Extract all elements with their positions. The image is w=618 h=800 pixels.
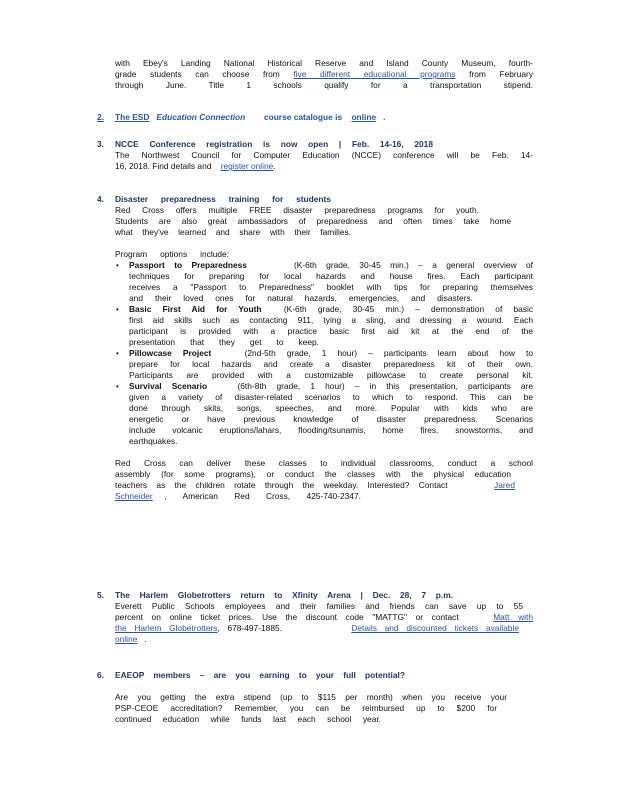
option-passport: • Passport to Preparedness (K-6th grade, 30-45 min.) – a general overview of techniques for preparing for local hazards and house fires. Each participant receives a "Passport to Preparedness" booklet with tips for preparing themselves and their loved ones for natural hazards, emergencies, and disasters. bbox=[116, 260, 534, 303]
item-3-number: 3. bbox=[97, 139, 104, 149]
option-pillowcase: • Pillowcase Project (2nd-5th grade, 1 hour) – participants learn about how to prepare for local hazards and create a disaster preparedness kit of their own. Participants are provided with a customizable pillowcase to create personal kit. bbox=[116, 348, 533, 380]
item-3-title: NCCE Conference registration is now open | Feb. 14-16, 2018 bbox=[115, 139, 433, 149]
item-6-line-1: Are you getting the extra stipend (up to $115 per month) when you receive your bbox=[115, 692, 507, 702]
item-2-text: The ESD Education Connection course catalogue is online . bbox=[115, 112, 386, 122]
harlem-globetrotters-link[interactable]: the Harlem Globetrotters bbox=[115, 623, 218, 633]
bullet-icon: • bbox=[116, 261, 119, 270]
intro-line-3: through June. Title 1 schools qualify for a transportation stipend. bbox=[115, 80, 533, 90]
program-options-list bbox=[115, 260, 533, 447]
item-4-p2-line-1: Red Cross can deliver these classes to individual classrooms, conduct a school bbox=[115, 458, 533, 468]
contact-matt-link[interactable]: Matt with bbox=[493, 612, 533, 622]
item-3 bbox=[115, 139, 533, 172]
item-4-p1-line-2: Students are also great ambassadors of preparedness and often times take home bbox=[115, 216, 511, 226]
item-4-p1-line-1: Red Cross offers multiple FREE disaster preparedness programs for youth. bbox=[115, 205, 479, 215]
item-6-title: EAEOP members – are you earning to your full potential? bbox=[115, 670, 405, 680]
tickets-details-link[interactable]: Details and discounted tickets available bbox=[351, 623, 519, 633]
option-first-aid: • Basic First Aid for Youth (K-6th grade, 30-45 min.) – demonstration of basic first aid skills such as contacting 911, tying a sling, and dressing a wound. Each participant is provided with a practice basic first aid kit at the end of the presentation that they get to keep. bbox=[116, 304, 534, 347]
option-survival-scenario: • Survival Scenario (6th-8th grade, 1 hour) – in this presentation, participants are given a variety of disaster-related scenarios to which to respond. This can be done through skits, songs, speeches, and more. Popular with kids who are energetic or have previous knowledge of disaster preparedness. Scenarios include volcanic eruptions/lahars, flooding/tsunamis, home fires, snowstorms, and earthquakes. bbox=[116, 381, 534, 446]
program-options-label: Program options include: bbox=[115, 249, 229, 259]
item-3-line-2: 16, 2018. Find details and register online. bbox=[115, 161, 276, 171]
item-6-line-2: PSP-CEOE accreditation? Remember, you can be reimbursed up to $200 for bbox=[115, 703, 497, 713]
tickets-online-link[interactable]: online bbox=[115, 634, 138, 644]
bullet-icon: • bbox=[116, 382, 119, 391]
catalogue-online-link[interactable]: online bbox=[351, 112, 377, 122]
intro-paragraph bbox=[115, 58, 533, 91]
item-5-line-2: percent on online ticket prices. Use the discount code "MATTG" or contact Matt with bbox=[115, 612, 533, 622]
item-5-number: 5. bbox=[97, 590, 104, 600]
item-4-number: 4. bbox=[97, 194, 104, 204]
item-4-p1-line-3: what they've learned and share with their families. bbox=[115, 227, 351, 237]
item-5-line-3: the Harlem Globetrotters, 678-497-1885. Details and discounted tickets available bbox=[115, 623, 519, 633]
item-6 bbox=[115, 670, 533, 725]
item-5-title: The Harlem Globetrotters return to Xfinity Arena | Dec. 28, 7 p.m. bbox=[115, 590, 453, 600]
item-4-p2-line-3: teachers as the children rotate through the weekday. Interested? Contact Jared bbox=[115, 480, 515, 490]
bullet-icon: • bbox=[116, 349, 119, 358]
item-4-title: Disaster preparedness training for students bbox=[115, 194, 331, 204]
item-4-p2-line-2: assembly (for some programs), or conduct the classes with the physical education bbox=[115, 469, 511, 479]
educational-programs-link[interactable]: five different educational programs bbox=[293, 69, 456, 79]
item-4-p2-line-4: Schneider , American Red Cross, 425-740-2347. bbox=[115, 491, 361, 501]
item-4 bbox=[115, 194, 533, 502]
intro-line-2: grade students can choose from five different educational programs from February bbox=[115, 69, 534, 79]
intro-line-1: with Ebey's Landing National Historical Reserve and Island County Museum, fourth- bbox=[115, 58, 533, 68]
item-3-line-1: The Northwest Council for Computer Education (NCCE) conference will be Feb. 14- bbox=[115, 150, 533, 160]
register-online-link[interactable]: register online bbox=[220, 161, 274, 171]
item-5-line-4: online . bbox=[115, 634, 147, 644]
item-6-number: 6. bbox=[97, 670, 104, 680]
item-5 bbox=[115, 590, 533, 645]
item-2-number: 2. bbox=[97, 112, 104, 122]
bullet-icon: • bbox=[116, 305, 119, 314]
contact-jared-link[interactable]: Jared bbox=[494, 480, 515, 490]
item-6-line-3: continued education while funds last each school year. bbox=[115, 714, 381, 724]
item-2 bbox=[115, 112, 533, 123]
item-5-line-1: Everett Public Schools employees and their families and friends can save up to 55 bbox=[115, 601, 523, 611]
contact-schneider-link[interactable]: Schneider bbox=[115, 491, 153, 501]
